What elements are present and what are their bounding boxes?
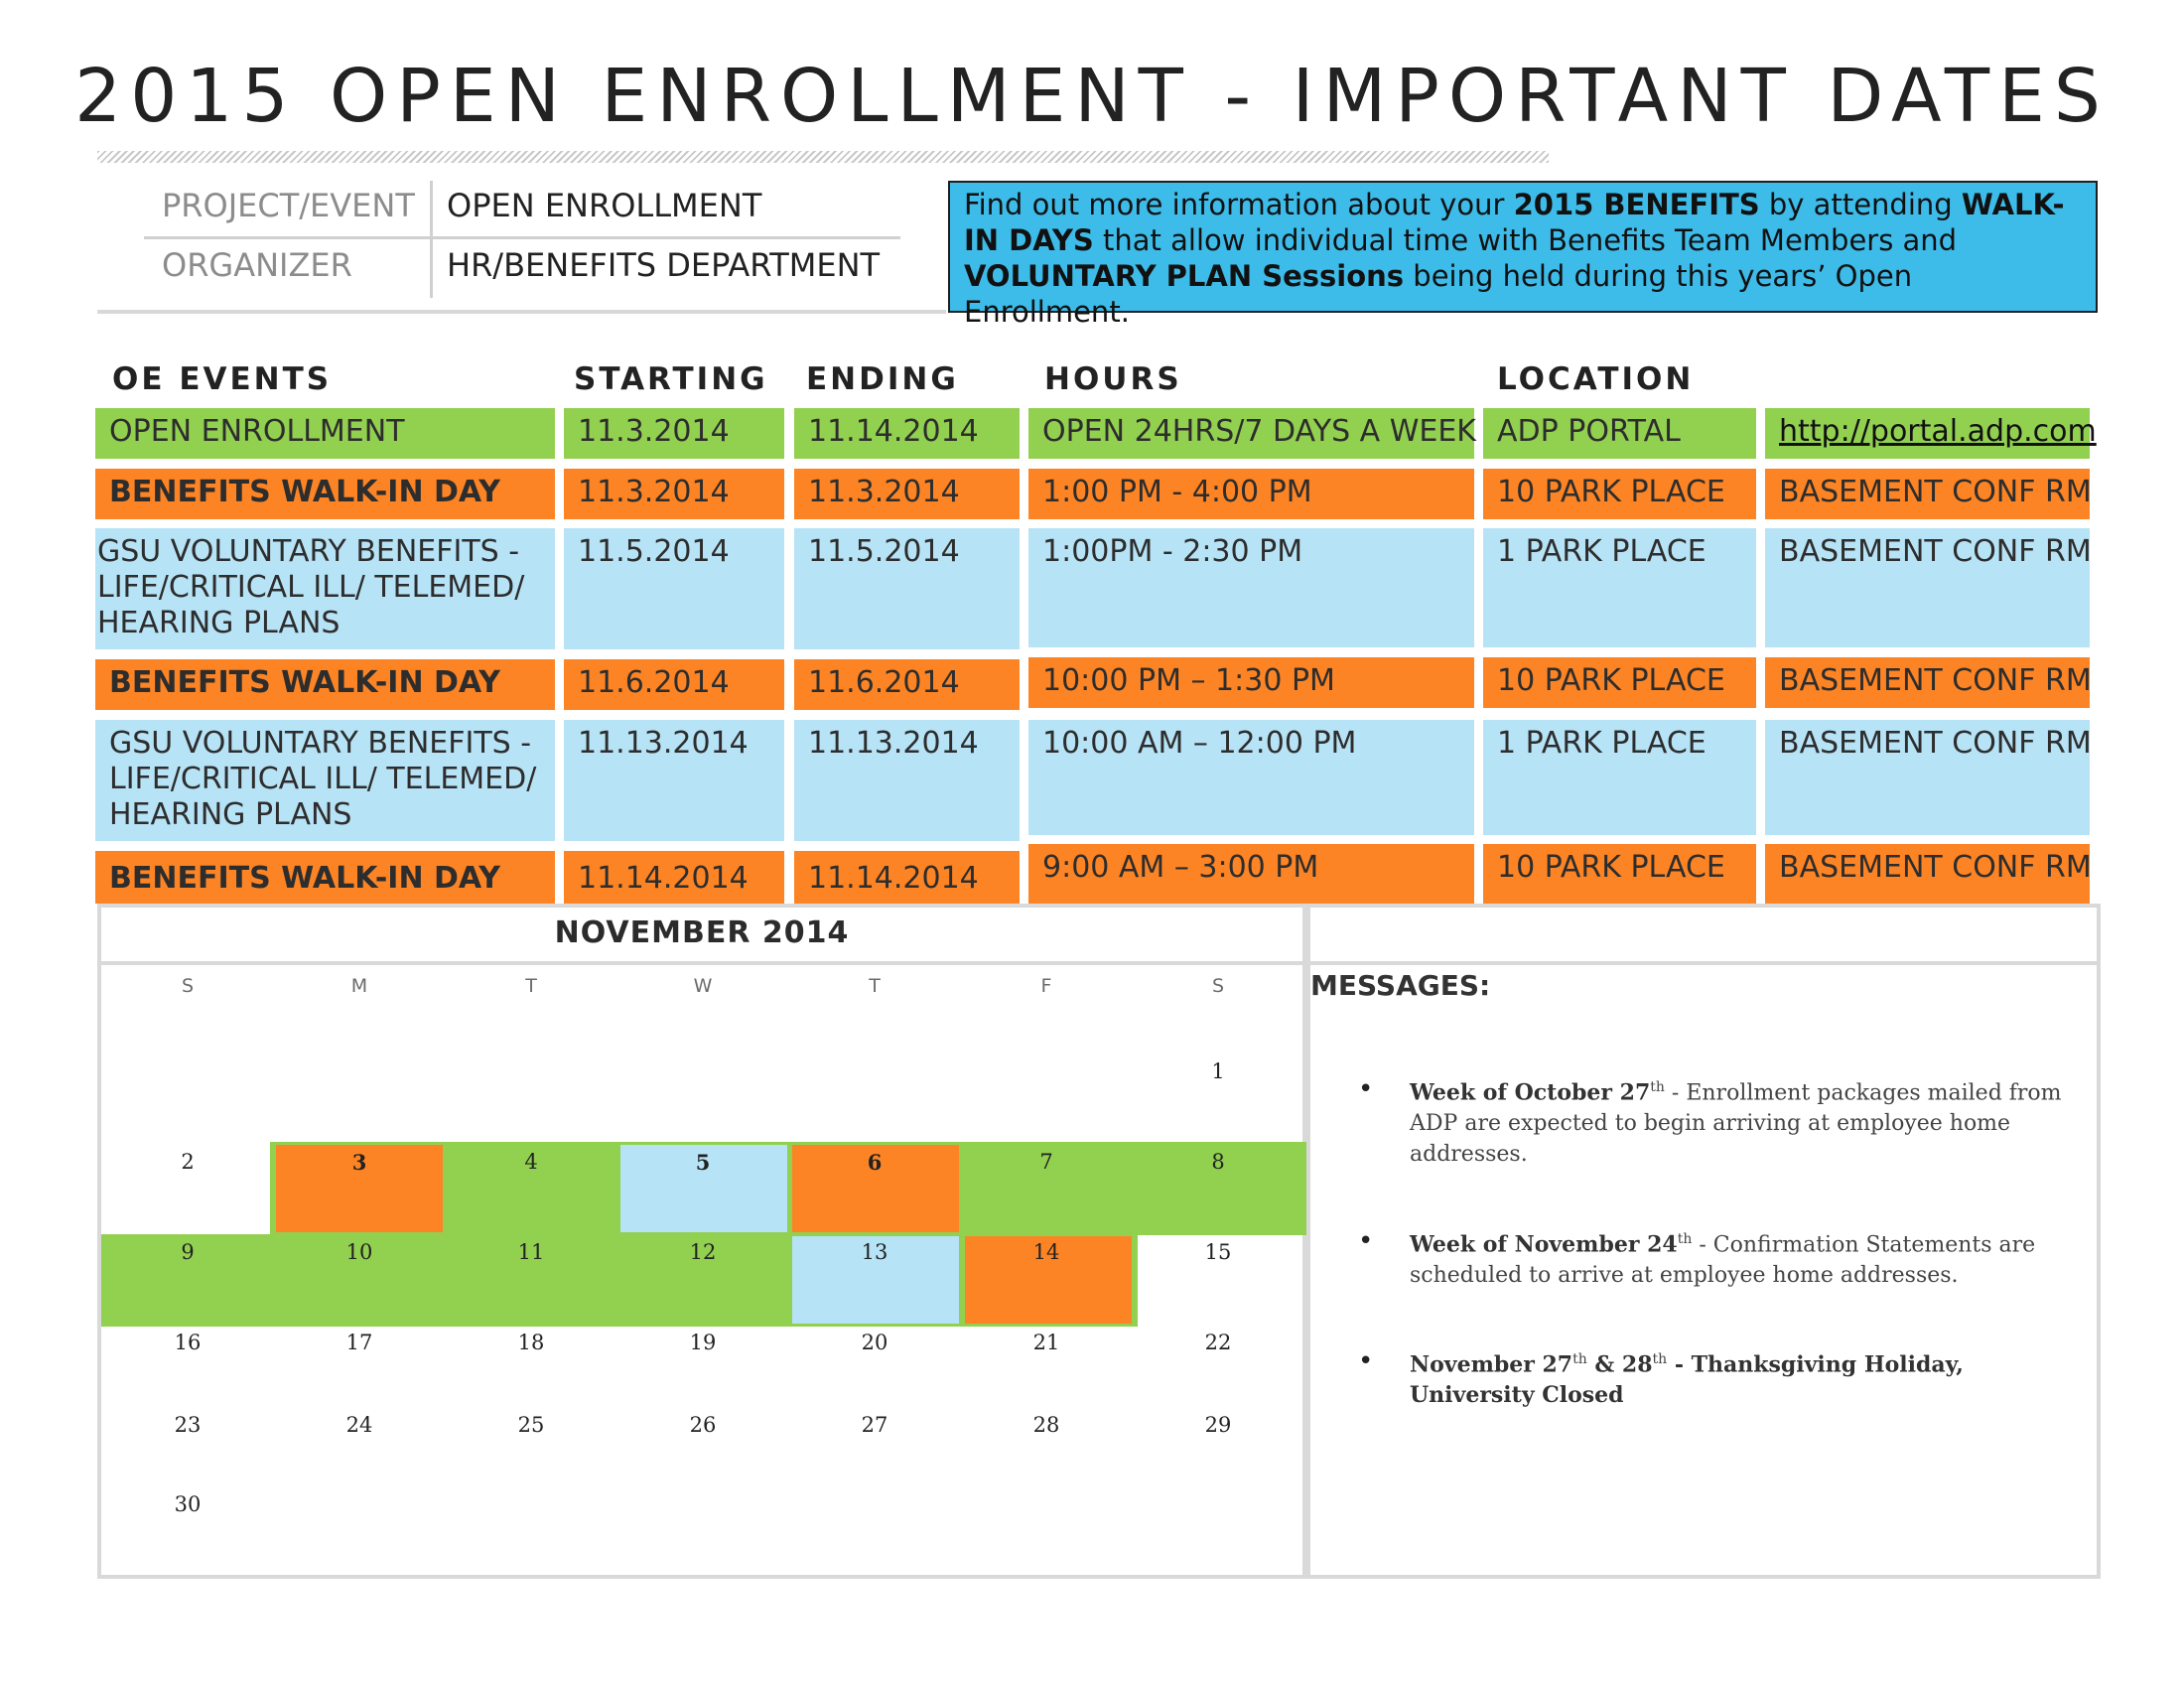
row1-hours: OPEN 24HRS/7 DAYS A WEEK (1028, 408, 1474, 459)
row5-event: GSU VOLUNTARY BENEFITS - LIFE/CRITICAL ILL/ TELEMED/ HEARING PLANS (95, 720, 555, 841)
header-oe-events: OE EVENTS (112, 361, 333, 397)
row6-event: BENEFITS WALK-IN DAY (95, 851, 555, 904)
row5-end: 11.13.2014 (794, 720, 1020, 841)
messages-heading: MESSAGES: (1310, 969, 1491, 1002)
project-divider (430, 181, 433, 298)
info-callout (948, 181, 2098, 329)
dow-fri: F (1040, 975, 1052, 997)
message-bullet: • (1358, 1346, 1374, 1376)
row3-start: 11.5.2014 (564, 528, 784, 649)
row1-start: 11.3.2014 (564, 408, 784, 459)
header-starting: STARTING (574, 361, 768, 397)
message-item-1 (1410, 1072, 2075, 1170)
dow-thu: T (869, 975, 881, 997)
row3-end: 11.5.2014 (794, 528, 1020, 649)
calendar-day: 22 (1204, 1331, 1232, 1354)
message-1-text: - Enrollment packages mailed from ADP are expected to begin arriving at employee home addresses. (1410, 1080, 2062, 1168)
info-bold-1: 2015 BENEFITS (1513, 188, 1760, 221)
calendar-day: 26 (689, 1413, 717, 1437)
calendar-day: 3 (351, 1150, 367, 1175)
calendar-day: 15 (1204, 1240, 1232, 1264)
row5-room: BASEMENT CONF RM (1765, 720, 2090, 835)
dow-tue: T (525, 975, 537, 997)
message-item-3 (1410, 1344, 2075, 1411)
row1-location: ADP PORTAL (1483, 408, 1756, 459)
organizer-value: HR/BENEFITS DEPARTMENT (447, 246, 881, 284)
calendar-day: 1 (1211, 1059, 1225, 1083)
message-3-lead: November 27 (1410, 1351, 1573, 1378)
message-item-2 (1410, 1224, 2075, 1291)
calendar-day: 5 (695, 1150, 711, 1175)
row4-room: BASEMENT CONF RM (1765, 657, 2090, 708)
row6-hours: 9:00 AM – 3:00 PM (1028, 844, 1474, 904)
row3-hours: 1:00PM - 2:30 PM (1028, 528, 1474, 647)
calendar-day: 9 (181, 1240, 195, 1264)
project-event-value: OPEN ENROLLMENT (447, 187, 762, 224)
row6-start: 11.14.2014 (564, 851, 784, 904)
calendar-day: 28 (1032, 1413, 1060, 1437)
dow-sun: S (181, 975, 195, 997)
dow-mon: M (350, 975, 368, 997)
row4-hours: 10:00 PM – 1:30 PM (1028, 657, 1474, 708)
calendar-title: NOVEMBER 2014 (554, 915, 850, 950)
title-divider (97, 151, 1549, 163)
info-bold-2: WALK-IN DAYS (964, 188, 2065, 257)
calendar-day: 21 (1032, 1331, 1060, 1354)
row2-event: BENEFITS WALK-IN DAY (95, 469, 555, 519)
message-bullet: • (1358, 1074, 1374, 1104)
row4-location: 10 PARK PLACE (1483, 657, 1756, 708)
message-bullet: • (1358, 1226, 1374, 1256)
row6-location: 10 PARK PLACE (1483, 844, 1756, 904)
project-bottom-rule (97, 310, 946, 314)
row1-event: OPEN ENROLLMENT (95, 408, 555, 459)
row2-end: 11.3.2014 (794, 469, 1020, 519)
project-row-divider (144, 236, 900, 239)
calendar-day: 7 (1039, 1150, 1053, 1174)
row2-start: 11.3.2014 (564, 469, 784, 519)
calendar-day: 19 (689, 1331, 717, 1354)
message-3-text: - Thanksgiving Holiday, University Closed (1410, 1351, 1964, 1409)
calendar-day: 12 (689, 1240, 717, 1264)
message-3-sup: th (1572, 1351, 1587, 1367)
calendar-day: 10 (345, 1240, 373, 1264)
calendar-day: 17 (345, 1331, 373, 1354)
adp-portal-link[interactable]: http://portal.adp.com (1779, 414, 2097, 449)
row5-location: 1 PARK PLACE (1483, 720, 1756, 835)
row2-location: 10 PARK PLACE (1483, 469, 1756, 519)
calendar-day: 4 (524, 1150, 538, 1174)
row1-portal-cell (1765, 408, 2097, 459)
row6-room: BASEMENT CONF RM (1765, 844, 2090, 904)
row2-room: BASEMENT CONF RM (1765, 469, 2090, 519)
calendar-day: 11 (517, 1240, 545, 1264)
row3-room: BASEMENT CONF RM (1765, 528, 2090, 647)
calendar-day: 13 (861, 1240, 888, 1264)
message-3-lead2: & 28 (1586, 1351, 1653, 1378)
dow-sat: S (1211, 975, 1225, 997)
message-2-lead: Week of November 24 (1410, 1231, 1678, 1258)
info-text-1: Find out more information about your (964, 188, 1514, 221)
calendar-day: 30 (174, 1492, 202, 1516)
calendar-day: 18 (517, 1331, 545, 1354)
calendar-day: 14 (1032, 1240, 1060, 1264)
row5-start: 11.13.2014 (564, 720, 784, 841)
row4-end: 11.6.2014 (794, 659, 1020, 710)
calendar-day: 29 (1204, 1413, 1232, 1437)
calendar-day: 24 (345, 1413, 373, 1437)
row3-location: 1 PARK PLACE (1483, 528, 1756, 647)
row2-hours: 1:00 PM - 4:00 PM (1028, 469, 1474, 519)
row4-start: 11.6.2014 (564, 659, 784, 710)
row4-event: BENEFITS WALK-IN DAY (95, 659, 555, 710)
row3-event: GSU VOLUNTARY BENEFITS - LIFE/CRITICAL ILL/ TELEMED/ HEARING PLANS (95, 528, 555, 649)
calendar-day: 6 (867, 1150, 883, 1175)
calendar-day: 16 (174, 1331, 202, 1354)
message-1-lead: Week of October 27 (1410, 1079, 1651, 1106)
message-2-sup: th (1677, 1231, 1693, 1247)
calendar-day: 2 (181, 1150, 195, 1174)
calendar-day: 25 (517, 1413, 545, 1437)
organizer-label: ORGANIZER (162, 246, 352, 284)
header-hours: HOURS (1044, 361, 1182, 397)
info-bold-3: VOLUNTARY PLAN Sessions (964, 259, 1405, 293)
message-2-text: - Confirmation Statements are scheduled to arrive at employee home addresses. (1410, 1232, 2036, 1289)
row1-end: 11.14.2014 (794, 408, 1020, 459)
project-event-label: PROJECT/EVENT (162, 187, 415, 224)
page-title: 2015 OPEN ENROLLMENT - IMPORTANT DATES (74, 54, 2110, 139)
info-text-3: that allow individual time with Benefits Team Members and (1093, 223, 1958, 257)
row6-end: 11.14.2014 (794, 851, 1020, 904)
calendar-day: 23 (174, 1413, 202, 1437)
calendar-day: 8 (1211, 1150, 1225, 1174)
header-location: LOCATION (1497, 361, 1695, 397)
messages-top-bar (1306, 904, 2101, 965)
message-1-sup: th (1650, 1079, 1665, 1095)
dow-wed: W (693, 975, 713, 997)
info-text-4: being held during this years’ Open Enrollment. (964, 259, 1913, 329)
calendar-day: 27 (861, 1413, 888, 1437)
info-text-2: by attending (1759, 188, 1962, 221)
calendar-day: 20 (861, 1331, 888, 1354)
message-3-sup2: th (1652, 1351, 1668, 1367)
header-ending: ENDING (806, 361, 959, 397)
row5-hours: 10:00 AM – 12:00 PM (1028, 720, 1474, 835)
